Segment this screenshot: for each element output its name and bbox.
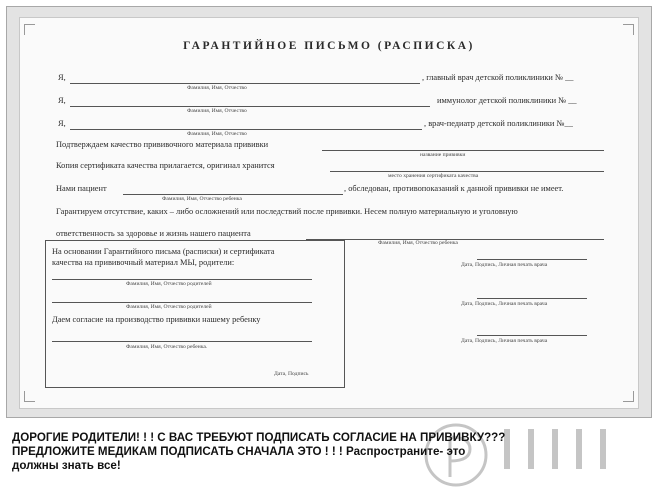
guarantee-caption: Фамилия, Имя, Отчество ребенка xyxy=(378,240,458,246)
document-frame xyxy=(6,6,652,418)
doctor-signature-line xyxy=(477,335,587,336)
patient-caption: Фамилия, Имя, Отчество ребенка xyxy=(162,196,242,202)
doctor-signature-caption: Дата, Подпись, Личная печать врача xyxy=(461,262,548,268)
signer-role: , врач-педиатр детской поликлиники №__ xyxy=(424,119,573,128)
parent-line xyxy=(52,279,312,280)
name-line xyxy=(70,106,430,107)
name-line xyxy=(70,83,420,84)
consent-text: Даем согласие на производство прививки нашему ребенку xyxy=(52,315,261,324)
ya-label: Я, xyxy=(58,73,66,82)
vaccine-line xyxy=(322,150,604,151)
patient-text-end: , обследован, противопоказаний к данной прививки не имеет. xyxy=(344,184,564,193)
name-line xyxy=(70,129,422,130)
corner-mark xyxy=(623,391,634,402)
confirm-text: Подтверждаем качество прививочного материала прививки xyxy=(56,140,269,149)
name-caption: Фамилия, Имя, Отчество xyxy=(187,108,247,114)
corner-mark xyxy=(24,24,35,35)
parent-caption: Фамилия, Имя, Отчество родителей xyxy=(126,304,212,310)
patient-text: Нами пациент xyxy=(56,184,107,193)
child-caption: Фамилия, Имя, Отчество ребенка. xyxy=(126,344,208,350)
child-line xyxy=(52,341,312,342)
date-sign-caption: Дата, Подпись xyxy=(274,371,309,377)
corner-mark xyxy=(623,24,634,35)
storage-caption: место хранения сертификата качества xyxy=(388,173,479,179)
box-intro: На основании Гарантийного письма (расписки) и сертификата xyxy=(52,247,275,256)
signer-role: , главный врач детской поликлиники № __ xyxy=(422,73,574,82)
storage-line xyxy=(330,171,604,172)
ya-label: Я, xyxy=(58,96,66,105)
vaccine-caption: название прививки xyxy=(420,152,466,158)
certificate-text: Копия сертификата качества прилагается, оригинал хранится xyxy=(56,161,275,170)
appeal-line-2: ПРЕДЛОЖИТЕ МЕДИКАМ ПОДПИСАТЬ СНАЧАЛА ЭТО ! ! ! Распространите- это xyxy=(12,445,466,458)
box-intro-2: качества на прививочный материал МЫ, родители: xyxy=(52,258,235,267)
name-caption: Фамилия, Имя, Отчество xyxy=(187,131,247,137)
parent-caption: Фамилия, Имя, Отчество родителей xyxy=(126,281,212,287)
appeal-line-1: ДОРОГИЕ РОДИТЕЛИ! ! ! С ВАС ТРЕБУЮТ ПОДПИСАТЬ СОГЛАСИЕ НА ПРИВИВКУ??? xyxy=(12,431,506,444)
ya-label: Я, xyxy=(58,119,66,128)
parent-line xyxy=(52,302,312,303)
guarantee-text-2: ответственность за здоровье и жизнь нашего пациента xyxy=(56,229,251,238)
doctor-signature-caption: Дата, Подпись, Личная печать врача xyxy=(461,301,548,307)
parents-consent-box xyxy=(45,240,345,388)
guarantee-text: Гарантируем отсутствие, каких – либо осложнений или последствий после прививки. Несем полную материальную и уголовную xyxy=(56,207,518,216)
signer-role: иммунолог детской поликлиники № __ xyxy=(437,96,577,105)
patient-line xyxy=(123,194,343,195)
doctor-signature-caption: Дата, Подпись, Личная печать врача xyxy=(461,338,548,344)
appeal-text xyxy=(12,431,652,473)
name-caption: Фамилия, Имя, Отчество xyxy=(187,85,247,91)
document-title: ГАРАНТИЙНОЕ ПИСЬМО (РАСПИСКА) xyxy=(183,40,475,52)
doctor-signature-line xyxy=(477,259,587,260)
doctor-signature-line xyxy=(477,298,587,299)
corner-mark xyxy=(24,391,35,402)
appeal-line-3: должны знать все! xyxy=(12,459,121,472)
